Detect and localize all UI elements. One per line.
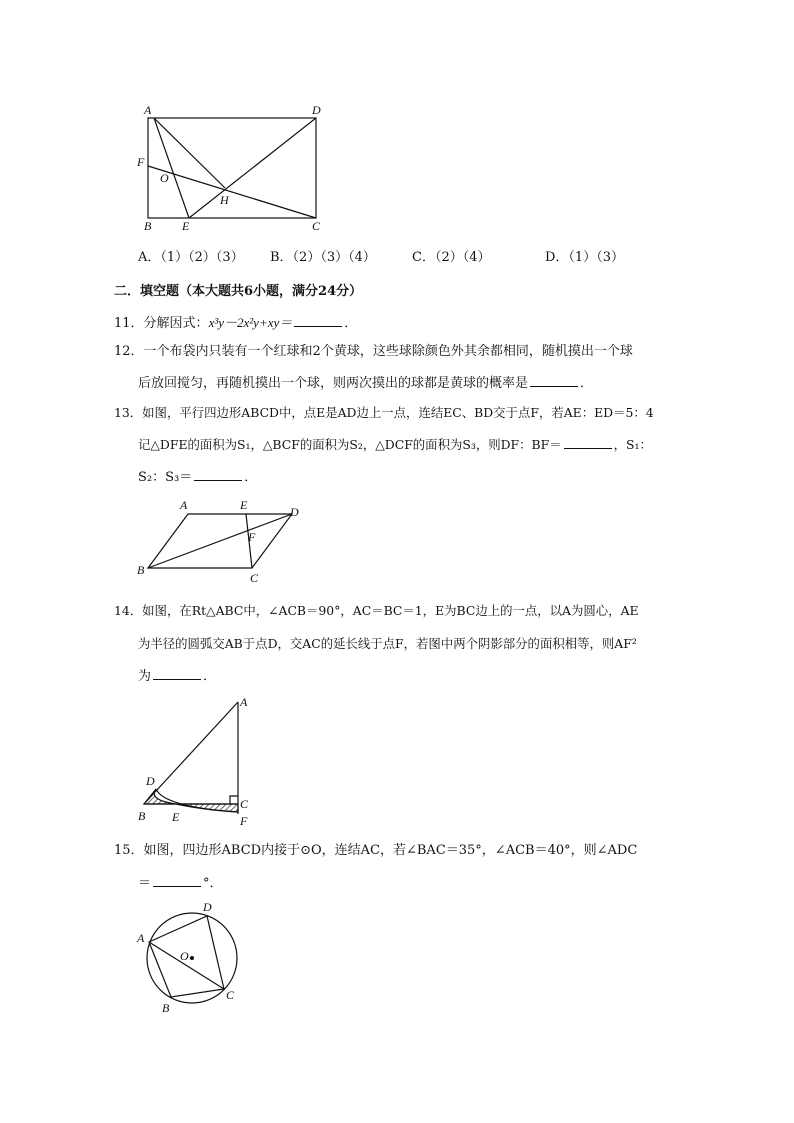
label-b: B xyxy=(162,1001,170,1015)
label-b: B xyxy=(138,809,146,823)
question-text: ，S₁： xyxy=(613,437,652,452)
section-heading: 二．填空题（本大题共6小题，满分24分） xyxy=(114,284,363,299)
label-a: A xyxy=(240,695,248,709)
label-a: A xyxy=(180,498,188,512)
label-c: C xyxy=(226,988,235,1002)
label-c: C xyxy=(250,571,259,585)
question-number: 11． xyxy=(114,316,144,331)
question-text: 如图，在Rt△ABC中，∠ACB＝90°，AC＝BC＝1，E为BC边上的一点，以A为圆心，AE xyxy=(142,603,639,618)
question-end: ． xyxy=(244,470,258,485)
question-12 xyxy=(114,344,633,360)
rectangle-abcd-outline xyxy=(148,118,316,218)
label-o: O xyxy=(180,949,189,963)
choice-d: D．（1）（3） xyxy=(545,250,624,265)
figure-parallelogram-abcd xyxy=(134,496,314,586)
question-text: S₂：S₃＝ xyxy=(138,470,193,485)
label-f: F xyxy=(137,155,145,169)
choice-a: A．（1）（2）（3） xyxy=(138,250,244,265)
figure-cyclic-quadrilateral xyxy=(134,896,252,1018)
question-13 xyxy=(114,405,654,421)
label-a: A xyxy=(137,931,145,945)
question-14-line3 xyxy=(138,667,216,685)
label-h: H xyxy=(220,193,229,207)
label-b: B xyxy=(144,219,152,233)
question-text: 如图，平行四边形ABCD中，点E是AD边上一点，连结EC、BD交于点F，若AE：ED＝5：4 xyxy=(142,405,654,420)
diagonal-bd xyxy=(148,514,292,568)
question-13-line2 xyxy=(138,436,652,453)
hypotenuse-ab xyxy=(144,702,238,804)
answer-blank xyxy=(153,667,201,680)
label-a: A xyxy=(144,103,152,117)
choice-row xyxy=(138,250,244,266)
choice-b: B．（2）（3）（4） xyxy=(270,250,376,265)
question-14-line2 xyxy=(138,636,637,652)
question-text: 为半径的圆弧交AB于点D，交AC的延长线于点F，若图中两个阴影部分的面积相等，则AF² xyxy=(138,636,637,651)
question-number: 15． xyxy=(114,843,144,858)
question-number: 12． xyxy=(114,344,144,359)
label-d: D xyxy=(290,505,299,519)
question-13-line3 xyxy=(138,468,257,486)
answer-blank xyxy=(530,374,578,387)
question-text: 分解因式： xyxy=(143,316,209,331)
question-text: 一个布袋内只装有一个红球和2个黄球，这些球除颜色外其余都相同，随机摸出一个球 xyxy=(143,344,633,359)
question-15-line2 xyxy=(138,874,223,892)
answer-blank xyxy=(153,874,201,887)
math-expression: x³y－2x²y+xy＝ xyxy=(208,315,293,330)
answer-blank-2 xyxy=(194,468,242,481)
question-text: 为 xyxy=(138,669,152,684)
question-end: °． xyxy=(203,876,223,891)
label-o: O xyxy=(160,171,169,185)
label-e: E xyxy=(182,219,190,233)
shaded-region-left xyxy=(144,789,176,804)
question-text: 如图，四边形ABCD内接于⊙O，连结AC，若∠BAC＝35°，∠ACB＝40°，则∠ADC xyxy=(143,843,638,858)
label-d: D xyxy=(312,103,321,117)
question-end: ． xyxy=(580,376,594,391)
question-end: ． xyxy=(344,316,358,331)
label-c: C xyxy=(240,797,249,811)
question-number: 14． xyxy=(114,603,143,618)
question-text: 后放回搅匀，再随机摸出一个球，则两次摸出的球都是黄球的概率是 xyxy=(138,376,529,391)
question-number: 13． xyxy=(114,405,143,420)
label-e: E xyxy=(172,810,180,824)
question-14 xyxy=(114,603,639,619)
figure-right-triangle xyxy=(134,692,264,830)
question-12-line2 xyxy=(138,374,593,392)
label-d: D xyxy=(146,774,155,788)
label-b: B xyxy=(137,563,145,577)
center-point xyxy=(190,956,194,960)
right-angle-mark xyxy=(230,796,238,804)
segment-ae xyxy=(154,118,189,218)
label-e: E xyxy=(240,498,248,512)
question-end: ． xyxy=(203,669,217,684)
label-c: C xyxy=(312,219,321,233)
label-f: F xyxy=(248,530,256,544)
question-15 xyxy=(114,843,637,859)
question-text: 记△DFE的面积为S₁，△BCF的面积为S₂，△DCF的面积为S₃，则DF：BF＝ xyxy=(138,437,562,452)
question-text: ＝ xyxy=(138,876,152,891)
choice-c: C．（2）（4） xyxy=(412,250,491,265)
question-11 xyxy=(114,314,357,332)
label-f: F xyxy=(240,814,248,828)
segment-ed xyxy=(189,118,316,218)
figure-rectangle-abcd xyxy=(132,100,332,235)
answer-blank-1 xyxy=(564,436,612,449)
label-d: D xyxy=(203,900,212,914)
answer-blank xyxy=(294,314,342,327)
